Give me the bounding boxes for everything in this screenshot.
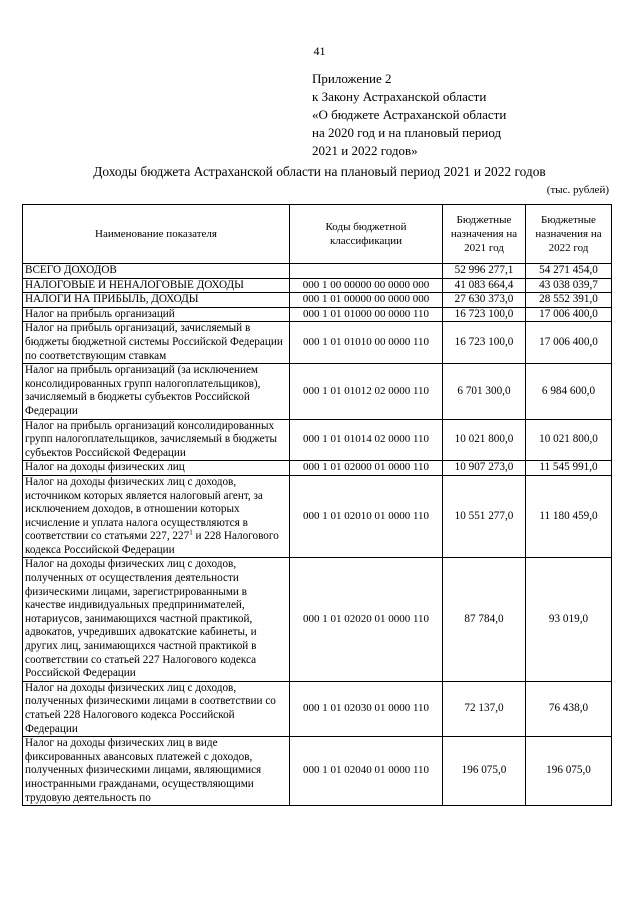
- row-2022: 196 075,0: [526, 737, 612, 806]
- row-code: 000 1 01 01000 00 0000 110: [290, 307, 443, 322]
- row-code: 000 1 01 01010 00 0000 110: [290, 322, 443, 364]
- table-row: [23, 475, 612, 558]
- row-name: Налог на доходы физических лиц в виде фиксированных авансовых платежей с доходов, полученных физическими лицами, являющимися иностранными гражданами, осуществляющими трудовую деятельность по: [23, 737, 290, 806]
- row-2021: 87 784,0: [443, 558, 526, 681]
- page-number: 41: [313, 44, 326, 58]
- row-code: 000 1 01 02000 01 0000 110: [290, 461, 443, 476]
- row-2022: 93 019,0: [526, 558, 612, 681]
- row-2022: 6 984 600,0: [526, 364, 612, 419]
- table-row: [23, 322, 612, 364]
- table-header-row: [23, 205, 612, 264]
- header-name: Наименование показателя: [23, 205, 290, 264]
- row-name: [23, 475, 290, 558]
- appendix-line: Приложение 2: [312, 71, 392, 86]
- row-code: 000 1 01 01012 02 0000 110: [290, 364, 443, 419]
- table-row: [23, 307, 612, 322]
- row-2021: 16 723 100,0: [443, 322, 526, 364]
- row-2021: 27 630 373,0: [443, 293, 526, 308]
- row-2021: 10 551 277,0: [443, 475, 526, 558]
- header-2021: Бюджетные назначения на 2021 год: [443, 205, 526, 264]
- row-2021: 10 021 800,0: [443, 419, 526, 461]
- table-row: [23, 681, 612, 736]
- units-note: (тыс. рублей): [546, 184, 609, 196]
- superscript: 1: [189, 528, 193, 537]
- table-row: [23, 293, 612, 308]
- row-code: 000 1 01 02040 01 0000 110: [290, 737, 443, 806]
- row-name: Налог на доходы физических лиц: [23, 461, 290, 476]
- row-name: Налог на прибыль организаций: [23, 307, 290, 322]
- table-row: [23, 461, 612, 476]
- appendix-line: «О бюджете Астраханской области: [312, 107, 507, 122]
- appendix-line: 2021 и 2022 годов»: [312, 143, 418, 158]
- row-name-text: и 228 Налогового кодекса Российской Федерации: [25, 530, 279, 556]
- row-code: 000 1 01 02030 01 0000 110: [290, 681, 443, 736]
- row-name: НАЛОГОВЫЕ И НЕНАЛОГОВЫЕ ДОХОДЫ: [23, 278, 290, 293]
- row-code: 000 1 01 00000 00 0000 000: [290, 293, 443, 308]
- row-2022: 10 021 800,0: [526, 419, 612, 461]
- row-name: Налог на доходы физических лиц с доходов, полученных физическими лицами в соответствии со статьей 228 Налогового кодекса Российской Федерации: [23, 681, 290, 736]
- row-name: Налог на доходы физических лиц с доходов, полученных от осуществления деятельности физическими лицами, зарегистрированными в качестве индивидуальных предпринимателей, нотариусов, занимающихся частной практикой, адвокатов, учредивших адвокатские кабинеты, и других лиц, занимающихся частной практикой в соответствии со статьей 227 Налогового кодекса Российской Федерации: [23, 558, 290, 681]
- table-row: [23, 364, 612, 419]
- row-2021: 72 137,0: [443, 681, 526, 736]
- document-title: Доходы бюджета Астраханской области на плановый период 2021 и 2022 годов: [93, 164, 546, 179]
- row-code: 000 1 01 01014 02 0000 110: [290, 419, 443, 461]
- row-2022: 43 038 039,7: [526, 278, 612, 293]
- row-name: ВСЕГО ДОХОДОВ: [23, 264, 290, 279]
- table-row: [23, 558, 612, 681]
- row-2022: 54 271 454,0: [526, 264, 612, 279]
- row-name: Налог на прибыль организаций (за исключением консолидированных групп налогоплательщиков), зачисляемый в бюджеты субъектов Российской Федерации: [23, 364, 290, 419]
- appendix-caption: [312, 70, 506, 160]
- table-row: [23, 278, 612, 293]
- appendix-line: на 2020 год и на плановый период: [312, 125, 502, 140]
- table-row: [23, 419, 612, 461]
- row-2021: 52 996 277,1: [443, 264, 526, 279]
- row-name: Налог на прибыль организаций, зачисляемый в бюджеты бюджетной системы Российской Федерации по соответствующим ставкам: [23, 322, 290, 364]
- row-2021: 41 083 664,4: [443, 278, 526, 293]
- row-name: НАЛОГИ НА ПРИБЫЛЬ, ДОХОДЫ: [23, 293, 290, 308]
- header-2022: Бюджетные назначения на 2022 год: [526, 205, 612, 264]
- row-2022: 11 545 991,0: [526, 461, 612, 476]
- row-2021: 16 723 100,0: [443, 307, 526, 322]
- row-2022: 11 180 459,0: [526, 475, 612, 558]
- row-2022: 17 006 400,0: [526, 322, 612, 364]
- header-code: Коды бюджетной классификации: [290, 205, 443, 264]
- row-name: Налог на прибыль организаций консолидированных групп налогоплательщиков, зачисляемый в бюджеты субъектов Российской Федерации: [23, 419, 290, 461]
- row-2022: 76 438,0: [526, 681, 612, 736]
- row-code: 000 1 01 02010 01 0000 110: [290, 475, 443, 558]
- table-row: [23, 737, 612, 806]
- row-code: [290, 264, 443, 279]
- budget-table: [22, 204, 612, 806]
- row-2022: 17 006 400,0: [526, 307, 612, 322]
- row-2022: 28 552 391,0: [526, 293, 612, 308]
- row-code: 000 1 00 00000 00 0000 000: [290, 278, 443, 293]
- table-row: [23, 264, 612, 279]
- row-name-text: Налог на доходы физических лиц с доходов, источником которых является налоговый агент, за исключением доходов, в отношении которых исчисление и уплата налога осуществляются в соответствии со статьями 227, 227: [25, 475, 263, 543]
- row-2021: 6 701 300,0: [443, 364, 526, 419]
- row-2021: 10 907 273,0: [443, 461, 526, 476]
- row-2021: 196 075,0: [443, 737, 526, 806]
- appendix-line: к Закону Астраханской области: [312, 89, 487, 104]
- row-code: 000 1 01 02020 01 0000 110: [290, 558, 443, 681]
